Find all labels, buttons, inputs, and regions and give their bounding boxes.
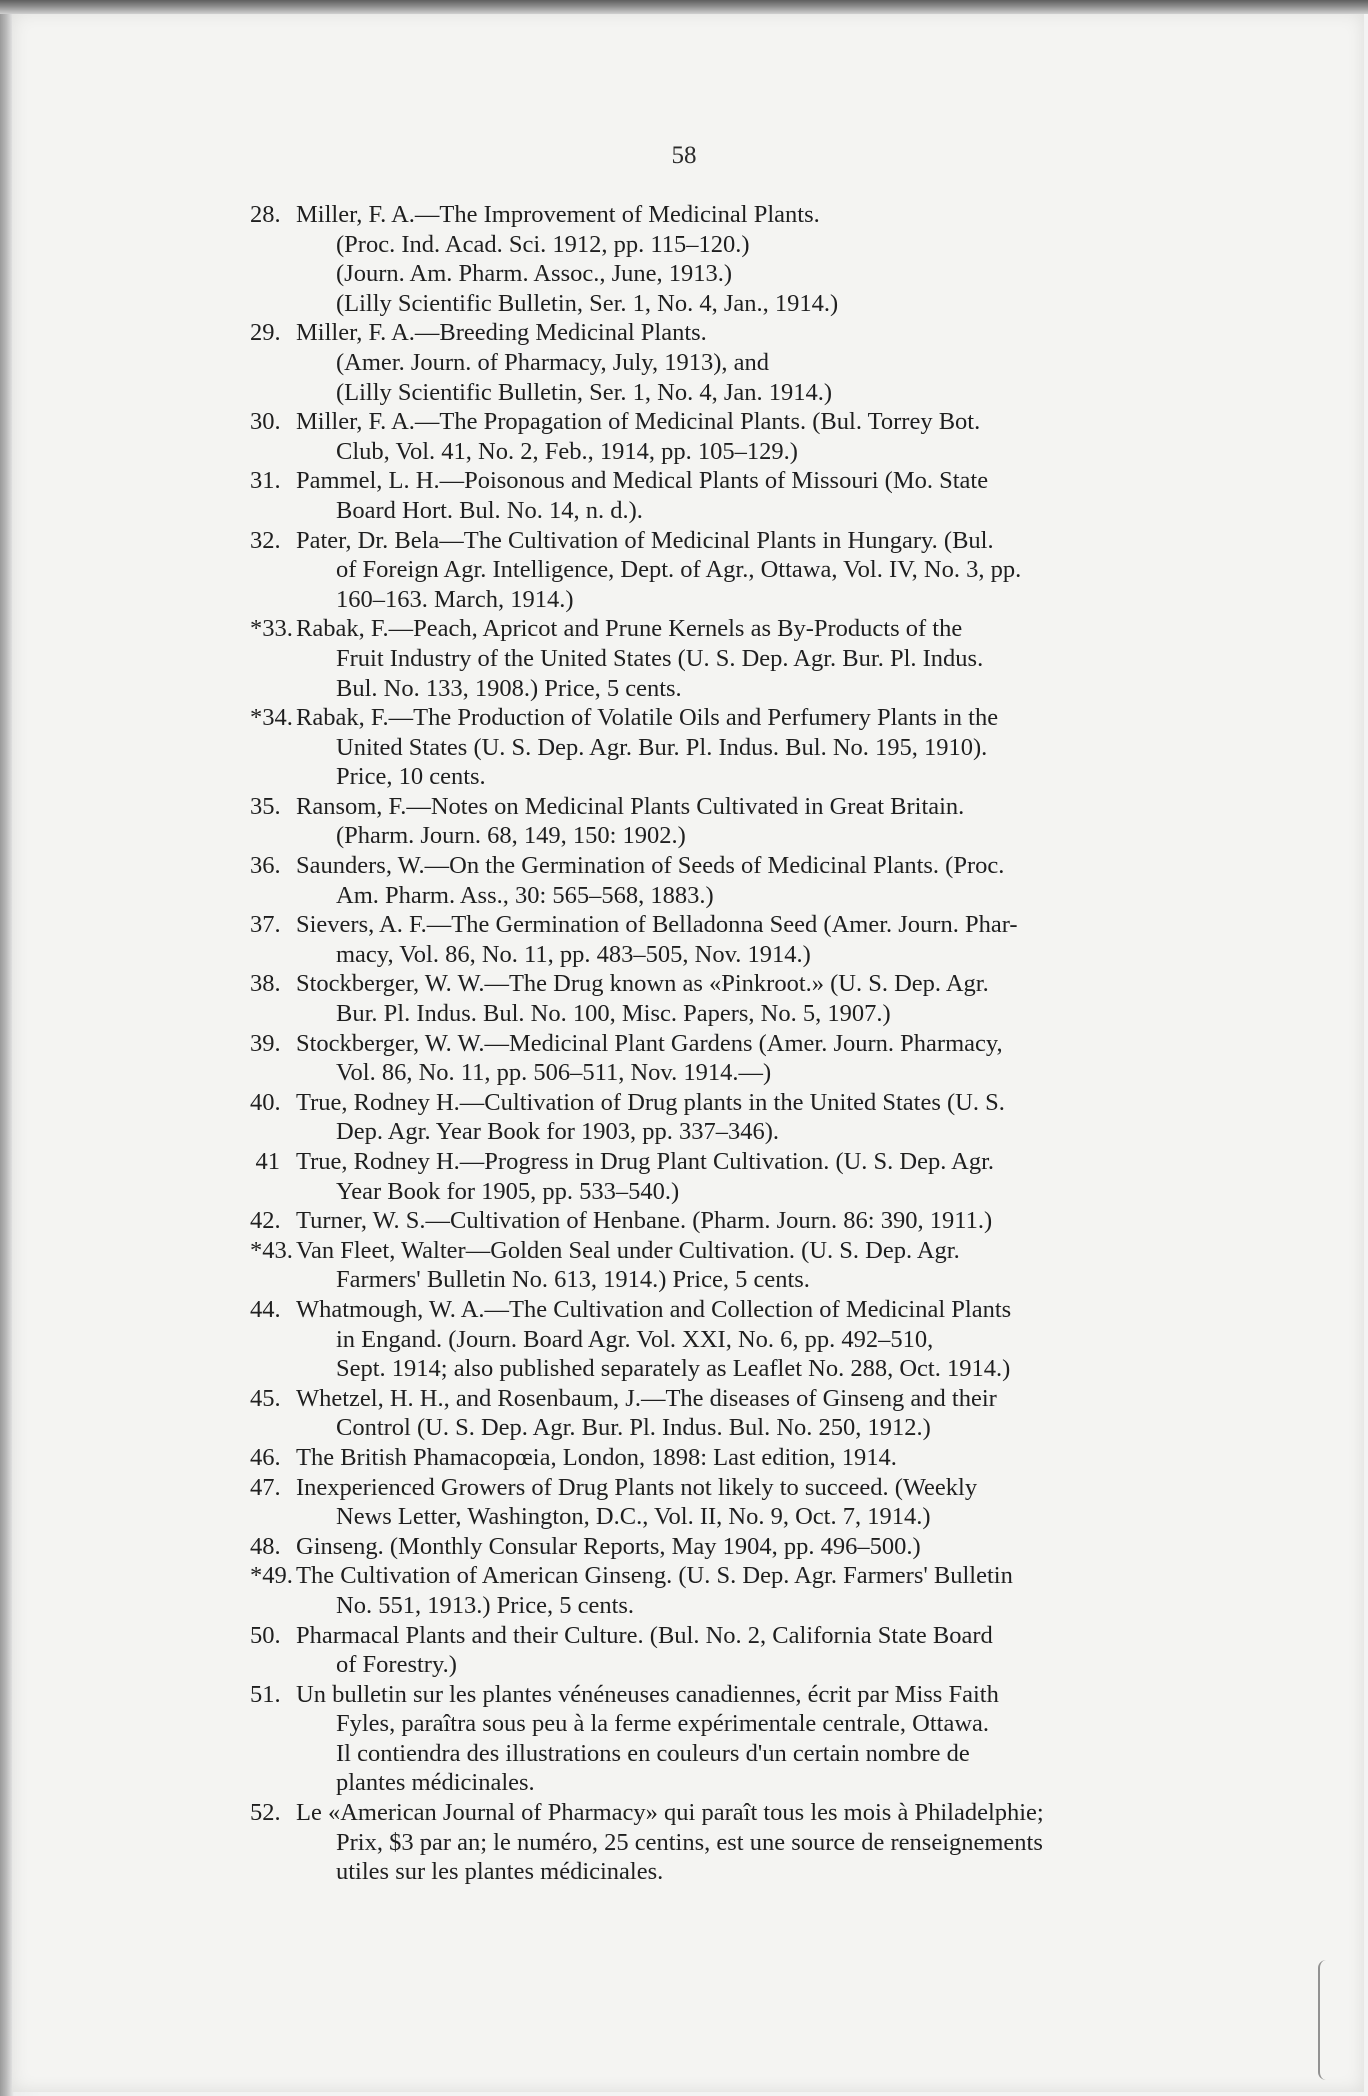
reference-number: 29. bbox=[250, 319, 281, 347]
page-number: 58 bbox=[671, 142, 697, 169]
reference-continuation-line: No. 551, 1913.) Price, 5 cents. bbox=[336, 1591, 635, 1619]
reference-first-line: Rabak, F.—The Production of Volatile Oils and Perfumery Plants in the bbox=[296, 704, 999, 732]
reference-continuation-line: (Amer. Journ. of Pharmacy, July, 1913), and bbox=[336, 348, 769, 376]
reference-continuation-line: Vol. 86, No. 11, pp. 506–511, Nov. 1914.—) bbox=[336, 1059, 772, 1087]
reference-continuation-line: (Journ. Am. Pharm. Assoc., June, 1913.) bbox=[336, 260, 733, 288]
reference-entry bbox=[250, 407, 1235, 466]
reference-continuation-line: Bur. Pl. Indus. Bul. No. 100, Misc. Papers, No. 5, 1907.) bbox=[336, 1000, 891, 1028]
reference-continuation-line: Fruit Industry of the United States (U. S. Dep. Agr. Bur. Pl. Indus. bbox=[336, 644, 984, 672]
reference-text bbox=[296, 1147, 1235, 1206]
reference-number: *43. bbox=[250, 1236, 293, 1264]
reference-entry bbox=[250, 200, 1235, 318]
reference-first-line: True, Rodney H.—Progress in Drug Plant Cultivation. (U. S. Dep. Agr. bbox=[296, 1148, 995, 1175]
reference-continuation-line: Board Hort. Bul. No. 14, n. d.). bbox=[336, 496, 643, 524]
reference-continuation-line: utiles sur les plantes médicinales. bbox=[336, 1858, 664, 1886]
reference-continuation-line: News Letter, Washington, D.C., Vol. II, No. 9, Oct. 7, 1914.) bbox=[336, 1503, 931, 1531]
reference-entry bbox=[250, 792, 1235, 851]
reference-continuation-line: Club, Vol. 41, No. 2, Feb., 1914, pp. 105–129.) bbox=[336, 437, 798, 465]
reference-continuation-line: 160–163. March, 1914.) bbox=[336, 585, 574, 613]
reference-continuation-line: Control (U. S. Dep. Agr. Bur. Pl. Indus. Bul. No. 250, 1912.) bbox=[336, 1414, 931, 1442]
reference-number: 37. bbox=[250, 911, 281, 939]
reference-continuation-line: Year Book for 1905, pp. 533–540.) bbox=[336, 1177, 680, 1205]
reference-first-line: The British Phamacopœia, London, 1898: Last edition, 1914. bbox=[296, 1443, 897, 1471]
reference-first-line: Miller, F. A.—Breeding Medicinal Plants. bbox=[296, 319, 707, 347]
reference-continuation-line: macy, Vol. 86, No. 11, pp. 483–505, Nov. 1914.) bbox=[336, 940, 811, 968]
reference-first-line: Ginseng. (Monthly Consular Reports, May 1904, pp. 496–500.) bbox=[296, 1532, 921, 1560]
reference-number: 39. bbox=[250, 1029, 281, 1057]
reference-text bbox=[296, 614, 1235, 703]
reference-first-line: Pharmacal Plants and their Culture. (Bul. No. 2, California State Board bbox=[296, 1621, 993, 1649]
reference-list bbox=[250, 200, 1235, 1887]
reference-entry bbox=[250, 1532, 1235, 1562]
reference-continuation-line: (Lilly Scientific Bulletin, Ser. 1, No. 4, Jan., 1914.) bbox=[336, 289, 839, 317]
reference-text bbox=[296, 969, 1235, 1028]
reference-continuation-line: Dep. Agr. Year Book for 1903, pp. 337–346). bbox=[336, 1118, 780, 1146]
reference-entry bbox=[250, 1621, 1235, 1680]
reference-continuation-line: Prix, $3 par an; le numéro, 25 centins, est une source de renseignements bbox=[336, 1828, 1043, 1856]
reference-continuation-line: (Proc. Ind. Acad. Sci. 1912, pp. 115–120.) bbox=[336, 230, 750, 258]
reference-entry bbox=[250, 1680, 1235, 1798]
reference-first-line: Whatmough, W. A.—The Cultivation and Collection of Medicinal Plants bbox=[296, 1295, 1012, 1323]
reference-number: 40. bbox=[250, 1088, 281, 1116]
reference-text bbox=[296, 1680, 1235, 1798]
reference-text bbox=[296, 1473, 1235, 1532]
reference-entry bbox=[250, 1295, 1235, 1384]
reference-number: 41 bbox=[255, 1148, 280, 1175]
reference-first-line: Miller, F. A.—The Propagation of Medicinal Plants. (Bul. Torrey Bot. bbox=[296, 408, 981, 436]
reference-first-line: True, Rodney H.—Cultivation of Drug plants in the United States (U. S. bbox=[296, 1088, 1005, 1116]
reference-first-line: Van Fleet, Walter—Golden Seal under Cultivation. (U. S. Dep. Agr. bbox=[296, 1236, 960, 1264]
reference-first-line: The Cultivation of American Ginseng. (U. S. Dep. Agr. Farmers' Bulletin bbox=[296, 1562, 1013, 1590]
reference-first-line: Rabak, F.—Peach, Apricot and Prune Kernels as By-Products of the bbox=[296, 615, 963, 643]
reference-number: 35. bbox=[250, 792, 281, 820]
reference-first-line: Stockberger, W. W.—Medicinal Plant Gardens (Amer. Journ. Pharmacy, bbox=[296, 1029, 1003, 1057]
reference-entry bbox=[250, 703, 1235, 792]
reference-entry bbox=[250, 910, 1235, 969]
reference-entry bbox=[250, 526, 1235, 615]
reference-continuation-line: Am. Pharm. Ass., 30: 565–568, 1883.) bbox=[336, 881, 714, 909]
reference-text bbox=[296, 1206, 1235, 1236]
reference-text bbox=[296, 1295, 1235, 1384]
reference-first-line: Stockberger, W. W.—The Drug known as «Pinkroot.» (U. S. Dep. Agr. bbox=[296, 970, 989, 998]
reference-text bbox=[296, 318, 1235, 407]
reference-entry bbox=[250, 1147, 1235, 1206]
reference-text bbox=[296, 1561, 1235, 1620]
reference-text bbox=[296, 1443, 1235, 1473]
reference-number: 38. bbox=[250, 970, 281, 998]
reference-entry bbox=[250, 614, 1235, 703]
reference-first-line: Pammel, L. H.—Poisonous and Medical Plants of Missouri (Mo. State bbox=[296, 467, 989, 495]
reference-continuation-line: (Lilly Scientific Bulletin, Ser. 1, No. 4, Jan. 1914.) bbox=[336, 378, 833, 406]
reference-first-line: Un bulletin sur les plantes vénéneuses canadiennes, écrit par Miss Faith bbox=[296, 1680, 999, 1708]
page-edge-mark bbox=[1318, 1960, 1326, 2080]
reference-continuation-line: of Foreign Agr. Intelligence, Dept. of Agr., Ottawa, Vol. IV, No. 3, pp. bbox=[336, 556, 1022, 584]
reference-first-line: Turner, W. S.—Cultivation of Henbane. (Pharm. Journ. 86: 390, 1911.) bbox=[296, 1207, 993, 1235]
reference-first-line: Sievers, A. F.—The Germination of Belladonna Seed (Amer. Journ. Phar- bbox=[296, 911, 1018, 939]
reference-continuation-line: Fyles, paraîtra sous peu à la ferme expérimentale centrale, Ottawa. bbox=[336, 1710, 990, 1738]
reference-entry bbox=[250, 1561, 1235, 1620]
reference-number: *34. bbox=[250, 704, 293, 732]
reference-entry bbox=[250, 1029, 1235, 1088]
reference-continuation-line: Il contiendra des illustrations en couleurs d'un certain nombre de bbox=[336, 1739, 970, 1767]
reference-number: 50. bbox=[250, 1621, 281, 1649]
reference-text bbox=[296, 466, 1235, 525]
reference-first-line: Inexperienced Growers of Drug Plants not likely to succeed. (Weekly bbox=[296, 1473, 978, 1501]
reference-continuation-line: Sept. 1914; also published separately as Leaflet No. 288, Oct. 1914.) bbox=[336, 1355, 1011, 1383]
reference-text bbox=[296, 407, 1235, 466]
reference-first-line: Whetzel, H. H., and Rosenbaum, J.—The diseases of Ginseng and their bbox=[296, 1384, 997, 1412]
reference-number: 36. bbox=[250, 852, 281, 880]
reference-number: 28. bbox=[250, 201, 281, 228]
reference-text bbox=[296, 792, 1235, 851]
reference-entry bbox=[250, 1088, 1235, 1147]
reference-number: 44. bbox=[250, 1295, 281, 1323]
reference-continuation-line: in Engand. (Journ. Board Agr. Vol. XXI, No. 6, pp. 492–510, bbox=[336, 1325, 934, 1353]
reference-first-line: Le «American Journal of Pharmacy» qui paraît tous les mois à Philadelphie; bbox=[296, 1799, 1044, 1827]
reference-entry bbox=[250, 1443, 1235, 1473]
reference-number: *33. bbox=[250, 615, 293, 643]
reference-number: 32. bbox=[250, 526, 281, 554]
reference-entry bbox=[250, 1473, 1235, 1532]
reference-entry bbox=[250, 466, 1235, 525]
reference-number: 45. bbox=[250, 1384, 281, 1412]
reference-continuation-line: Farmers' Bulletin No. 613, 1914.) Price, 5 cents. bbox=[336, 1266, 810, 1294]
reference-text bbox=[296, 526, 1235, 615]
reference-text bbox=[296, 1236, 1235, 1295]
reference-number: 46. bbox=[250, 1443, 281, 1471]
reference-number: 47. bbox=[250, 1473, 281, 1501]
reference-text bbox=[296, 1029, 1235, 1088]
reference-text bbox=[296, 1532, 1235, 1562]
reference-text bbox=[296, 1621, 1235, 1680]
reference-text bbox=[296, 1088, 1235, 1147]
reference-continuation-line: of Forestry.) bbox=[336, 1651, 457, 1679]
reference-text bbox=[296, 1384, 1235, 1443]
reference-continuation-line: plantes médicinales. bbox=[336, 1769, 535, 1797]
reference-text bbox=[296, 200, 1235, 318]
reference-continuation-line: (Pharm. Journ. 68, 149, 150: 1902.) bbox=[336, 822, 686, 850]
reference-entry bbox=[250, 1384, 1235, 1443]
reference-number: 48. bbox=[250, 1532, 281, 1560]
reference-first-line: Ransom, F.—Notes on Medicinal Plants Cultivated in Great Britain. bbox=[296, 792, 965, 820]
reference-number: 31. bbox=[250, 467, 281, 495]
reference-entry bbox=[250, 1798, 1235, 1887]
reference-entry bbox=[250, 851, 1235, 910]
reference-first-line: Miller, F. A.—The Improvement of Medicinal Plants. bbox=[296, 201, 820, 228]
reference-continuation-line: Bul. No. 133, 1908.) Price, 5 cents. bbox=[336, 674, 682, 702]
reference-text bbox=[296, 851, 1235, 910]
reference-entry bbox=[250, 1206, 1235, 1236]
reference-continuation-line: Price, 10 cents. bbox=[336, 763, 486, 791]
reference-entry bbox=[250, 969, 1235, 1028]
reference-number: 51. bbox=[250, 1680, 281, 1708]
reference-entry bbox=[250, 1236, 1235, 1295]
reference-first-line: Saunders, W.—On the Germination of Seeds of Medicinal Plants. (Proc. bbox=[296, 852, 1005, 880]
reference-text bbox=[296, 703, 1235, 792]
reference-continuation-line: United States (U. S. Dep. Agr. Bur. Pl. Indus. Bul. No. 195, 1910). bbox=[336, 733, 988, 761]
reference-entry bbox=[250, 318, 1235, 407]
reference-text bbox=[296, 1798, 1235, 1887]
reference-number: 30. bbox=[250, 408, 281, 436]
reference-number: 52. bbox=[250, 1799, 281, 1827]
reference-number: 42. bbox=[250, 1207, 281, 1235]
scan-top-edge bbox=[0, 0, 1368, 14]
reference-number: *49. bbox=[250, 1562, 293, 1590]
reference-text bbox=[296, 910, 1235, 969]
reference-first-line: Pater, Dr. Bela—The Cultivation of Medicinal Plants in Hungary. (Bul. bbox=[296, 526, 994, 554]
